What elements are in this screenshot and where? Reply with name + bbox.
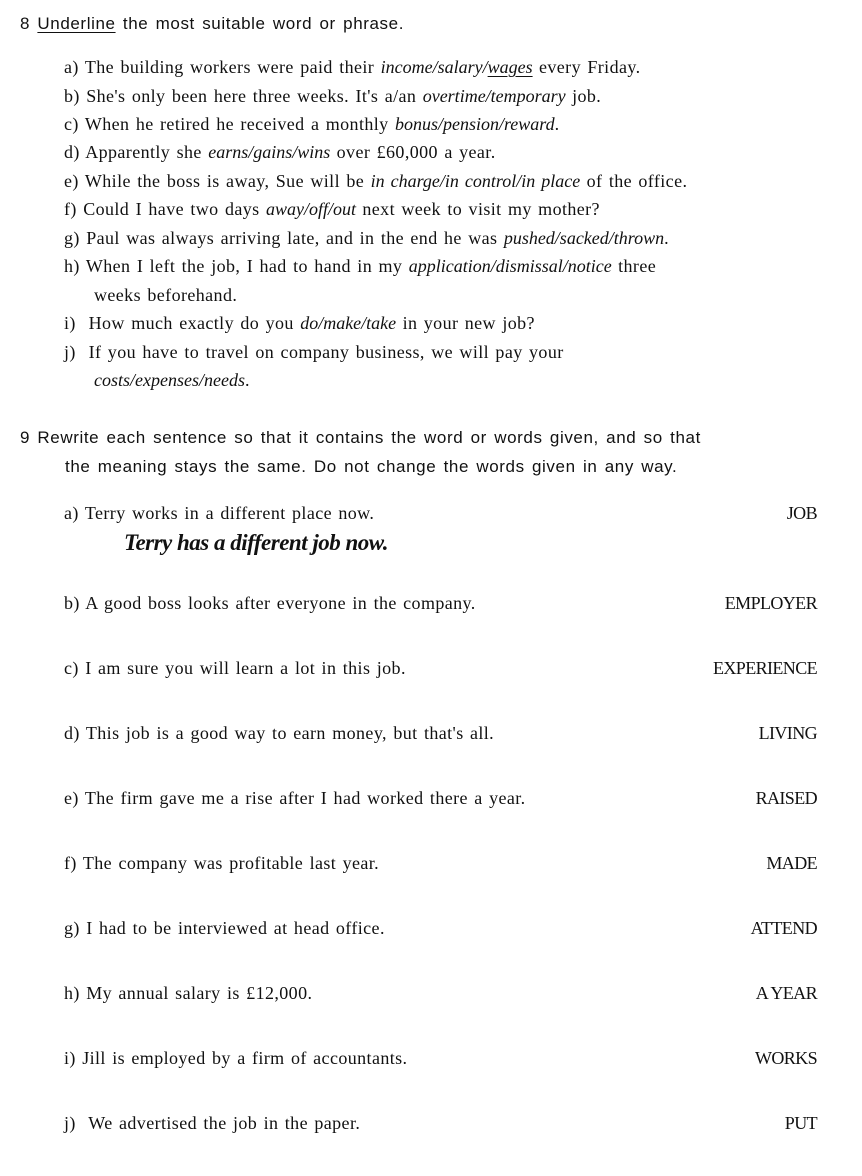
- ex9-keyword-f: MADE: [766, 853, 817, 873]
- ex9-keyword-a: JOB: [786, 503, 817, 523]
- ex9-item-d: [64, 723, 494, 744]
- item-letter: f): [64, 199, 77, 219]
- ex9-keyword-j: PUT: [784, 1113, 817, 1133]
- item-letter: b): [64, 86, 80, 106]
- item-letter: e): [64, 788, 79, 808]
- ex8-item-j: [64, 342, 564, 363]
- item-sentence: We advertised the job in the paper.: [88, 1113, 361, 1133]
- ex8-item-a: [64, 57, 641, 78]
- ex8-item-h: [64, 256, 656, 277]
- ex9-item-f: [64, 853, 379, 874]
- item-letter: a): [64, 503, 79, 523]
- ex9-item-i: [64, 1048, 407, 1069]
- item-letter: g): [64, 228, 80, 248]
- choice-options[interactable]: income/salary/wages: [380, 57, 533, 77]
- item-text-end: over £60,000 a year.: [336, 142, 496, 162]
- item-sentence: The company was profitable last year.: [82, 853, 380, 873]
- item-text: She's only been here three weeks. It's a/an: [86, 86, 417, 106]
- item-text: The building workers were paid their: [84, 57, 375, 77]
- item-letter: c): [64, 658, 79, 678]
- exercise-8-heading: [20, 14, 404, 34]
- ex9-keyword-d: LIVING: [758, 723, 817, 743]
- ex8-item-e: [64, 171, 687, 192]
- item-letter: a): [64, 57, 79, 77]
- item-text-end: in your new job?: [402, 313, 535, 333]
- item-text-end: job.: [572, 86, 602, 106]
- item-text: When I left the job, I had to hand in my: [85, 256, 403, 276]
- ex9-keyword-g: ATTEND: [750, 918, 817, 938]
- instruction-text-line1: Rewrite each sentence so that it contains the word or words given, and so that: [37, 428, 701, 447]
- item-letter: h): [64, 256, 80, 276]
- ex8-item-j-continuation: [94, 370, 250, 391]
- choice-options[interactable]: away/off/out: [265, 199, 356, 219]
- item-sentence: This job is a good way to earn money, but that's all.: [85, 723, 495, 743]
- ex9-item-c: [64, 658, 406, 679]
- item-sentence: Terry works in a different place now.: [84, 503, 375, 523]
- ex8-item-h-continuation: weeks beforehand.: [94, 285, 238, 305]
- ex9-item-j: [64, 1113, 360, 1134]
- item-letter: g): [64, 918, 80, 938]
- exercise-number: 8: [20, 14, 31, 33]
- item-letter: i): [64, 1048, 76, 1068]
- choice-options[interactable]: bonus/pension/reward: [394, 114, 555, 134]
- item-text: While the boss is away, Sue will be: [84, 171, 365, 191]
- choice-options[interactable]: pushed/sacked/thrown: [503, 228, 665, 248]
- exercise-9-heading: [20, 428, 701, 448]
- item-sentence: A good boss looks after everyone in the company.: [85, 593, 476, 613]
- item-text: Could I have two days: [83, 199, 260, 219]
- ex9-item-a: [64, 503, 374, 524]
- instruction-underline-word: Underline: [37, 14, 116, 33]
- ex9-item-h: [64, 983, 312, 1004]
- item-letter: j): [64, 1113, 76, 1133]
- item-text-end: .: [554, 114, 560, 134]
- item-text-end: every Friday.: [539, 57, 641, 77]
- ex9-item-g: [64, 918, 385, 939]
- ex9-answer-a[interactable]: Terry has a different job now.: [124, 530, 389, 555]
- ex8-item-c: [64, 114, 560, 135]
- item-text: How much exactly do you: [88, 313, 294, 333]
- ex9-item-b: [64, 593, 476, 614]
- ex9-keyword-c: EXPERIENCE: [713, 658, 817, 678]
- ex9-keyword-i: WORKS: [754, 1048, 817, 1068]
- item-text: When he retired he received a monthly: [84, 114, 389, 134]
- item-letter: j): [64, 342, 76, 362]
- exercise-number: 9: [20, 428, 31, 447]
- item-sentence: My annual salary is £12,000.: [86, 983, 313, 1003]
- item-letter: f): [64, 853, 77, 873]
- item-letter: b): [64, 593, 80, 613]
- item-letter: d): [64, 723, 80, 743]
- item-text-end: next week to visit my mother?: [362, 199, 600, 219]
- item-text-end: .: [664, 228, 670, 248]
- item-text-end: of the office.: [586, 171, 688, 191]
- item-sentence: Jill is employed by a firm of accountants.: [82, 1048, 408, 1068]
- item-letter: i): [64, 313, 76, 333]
- item-text: Apparently she: [85, 142, 202, 162]
- item-letter: d): [64, 142, 80, 162]
- item-sentence: The firm gave me a rise after I had worked there a year.: [84, 788, 526, 808]
- choice-options[interactable]: overtime/temporary: [422, 86, 566, 106]
- ex9-keyword-h: A YEAR: [755, 983, 817, 1003]
- item-letter: h): [64, 983, 80, 1003]
- item-text: If you have to travel on company business, we will pay your: [88, 342, 564, 362]
- ex8-item-f: [64, 199, 600, 220]
- item-text-end: three: [618, 256, 657, 276]
- ex9-item-e: [64, 788, 526, 809]
- choice-options[interactable]: earns/gains/wins: [208, 142, 331, 162]
- item-text: Paul was always arriving late, and in the end he was: [86, 228, 498, 248]
- choice-options[interactable]: costs/expenses/needs: [94, 370, 245, 390]
- ex9-keyword-b: EMPLOYER: [724, 593, 817, 613]
- choice-options[interactable]: do/make/take: [300, 313, 397, 333]
- ex8-item-g: [64, 228, 669, 249]
- ex9-keyword-e: RAISED: [755, 788, 817, 808]
- ex8-item-i: [64, 313, 535, 334]
- instruction-text: the most suitable word or phrase.: [122, 14, 405, 33]
- choice-options[interactable]: application/dismissal/notice: [408, 256, 612, 276]
- choice-options[interactable]: in charge/in control/in place: [370, 171, 581, 191]
- underlined-choice[interactable]: wages: [487, 57, 533, 77]
- item-letter: e): [64, 171, 79, 191]
- ex8-item-d: [64, 142, 496, 163]
- ex8-item-b: [64, 86, 601, 107]
- instruction-text-line2: the meaning stays the same. Do not change the words given in any way.: [65, 457, 678, 476]
- item-text-end: .: [244, 370, 250, 390]
- item-sentence: I had to be interviewed at head office.: [86, 918, 385, 938]
- item-letter: c): [64, 114, 79, 134]
- item-sentence: I am sure you will learn a lot in this job.: [85, 658, 406, 678]
